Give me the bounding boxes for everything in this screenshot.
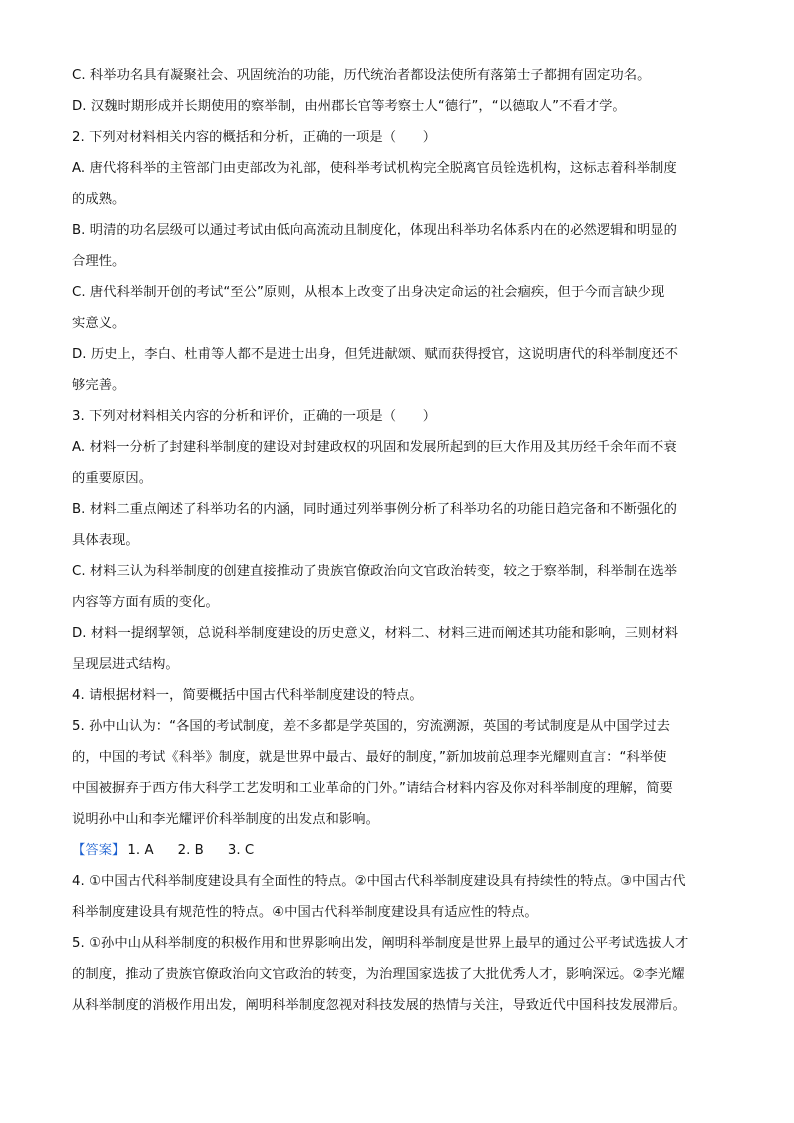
text-line: 从科举制度的消极作用出发，阐明科举制度忽视对科技发展的热情与关注，导致近代中国科技发展滞后。 xyxy=(72,998,686,1013)
text-line: D. 历史上，李白、杜甫等人都不是进士出身，但凭进献颂、赋而获得授官，这说明唐代的科举制度还不 xyxy=(72,347,679,362)
text-line: C. 唐代科举制开创的考试“至公”原则，从根本上改变了出身决定命运的社会痼疾，但于今而言缺少现 xyxy=(72,285,665,300)
text-line: 的，中国的考试《科举》制度，就是世界中最古、最好的制度，”新加坡前总理李光耀则直言：“科举使 xyxy=(72,750,667,765)
question-text xyxy=(72,60,722,835)
text-line: 4. 请根据材料一，简要概括中国古代科举制度建设的特点。 xyxy=(72,688,423,703)
text-line: 2. 下列对材料相关内容的概括和分析，正确的一项是（ ） xyxy=(72,130,437,145)
text-line: 5. 孙中山认为：“各国的考试制度，差不多都是学英国的，穷流溯源，英国的考试制度是从中国学过去 xyxy=(72,719,670,734)
text-line: B. 明清的功名层级可以通过考试由低向高流动且制度化，体现出科举功名体系内在的必然逻辑和明显的 xyxy=(72,223,677,238)
text-line: A. 材料一分析了封建科举制度的建设对封建政权的巩固和发展所起到的巨大作用及其历经千余年而不衰 xyxy=(72,440,677,455)
text-line: C. 科举功名具有凝聚社会、巩固统治的功能，历代统治者都设法使所有落第士子都拥有固定功名。 xyxy=(72,68,651,83)
text-line: D. 材料一提纲挈领，总说科举制度建设的历史意义，材料二、材料三进而阐述其功能和影响，三则材料 xyxy=(72,626,679,641)
document-page xyxy=(72,60,722,1021)
text-line: 够完善。 xyxy=(72,378,126,393)
answer-explanation xyxy=(72,866,722,1021)
text-line: 合理性。 xyxy=(72,254,126,269)
text-line: 说明孙中山和李光耀评价科举制度的出发点和影响。 xyxy=(72,812,379,827)
answer-choice: 1. A xyxy=(127,843,154,858)
text-line: 内容等方面有质的变化。 xyxy=(72,595,219,610)
text-line: 4. ①中国古代科举制度建设具有全面性的特点。②中国古代科举制度建设具有持续性的特点。③中国古代 xyxy=(72,874,686,889)
text-line: B. 材料二重点阐述了科举功名的内涵，同时通过列举事例分析了科举功名的功能日趋完备和不断强化的 xyxy=(72,502,677,517)
text-line: 科举制度建设具有规范性的特点。④中国古代科举制度建设具有适应性的特点。 xyxy=(72,905,538,920)
answer-choice: 2. B xyxy=(177,843,204,858)
text-line: 具体表现。 xyxy=(72,533,139,548)
answer-choice: 3. C xyxy=(227,843,255,858)
text-line: A. 唐代将科举的主管部门由吏部改为礼部，使科举考试机构完全脱离官员铨选机构，这标志着科举制度 xyxy=(72,161,677,176)
text-line: 中国被摒弃于西方伟大科学工艺发明和工业革命的门外。”请结合材料内容及你对科举制度的理解，简要 xyxy=(72,781,673,796)
text-line: 的成熟。 xyxy=(72,192,126,207)
answer-tag: 【答案】 xyxy=(72,843,126,858)
text-line: C. 材料三认为科举制度的创建直接推动了贵族官僚政治向文官政治转变，较之于察举制，科举制在选举 xyxy=(72,564,678,579)
text-line: 实意义。 xyxy=(72,316,126,331)
text-line: 的重要原因。 xyxy=(72,471,153,486)
answer-line xyxy=(72,835,722,866)
text-line: 呈现层进式结构。 xyxy=(72,657,179,672)
text-line: 的制度，推动了贵族官僚政治向文官政治的转变，为治理国家选拔了大批优秀人才，影响深远。②李光耀 xyxy=(72,967,685,982)
text-line: D. 汉魏时期形成并长期使用的察举制，由州郡长官等考察士人“德行”，“以德取人”不看才学。 xyxy=(72,99,626,114)
text-line: 3. 下列对材料相关内容的分析和评价，正确的一项是（ ） xyxy=(72,409,437,424)
text-line: 5. ①孙中山从科举制度的积极作用和世界影响出发，阐明科举制度是世界上最早的通过公平考试选拔人才 xyxy=(72,936,689,951)
